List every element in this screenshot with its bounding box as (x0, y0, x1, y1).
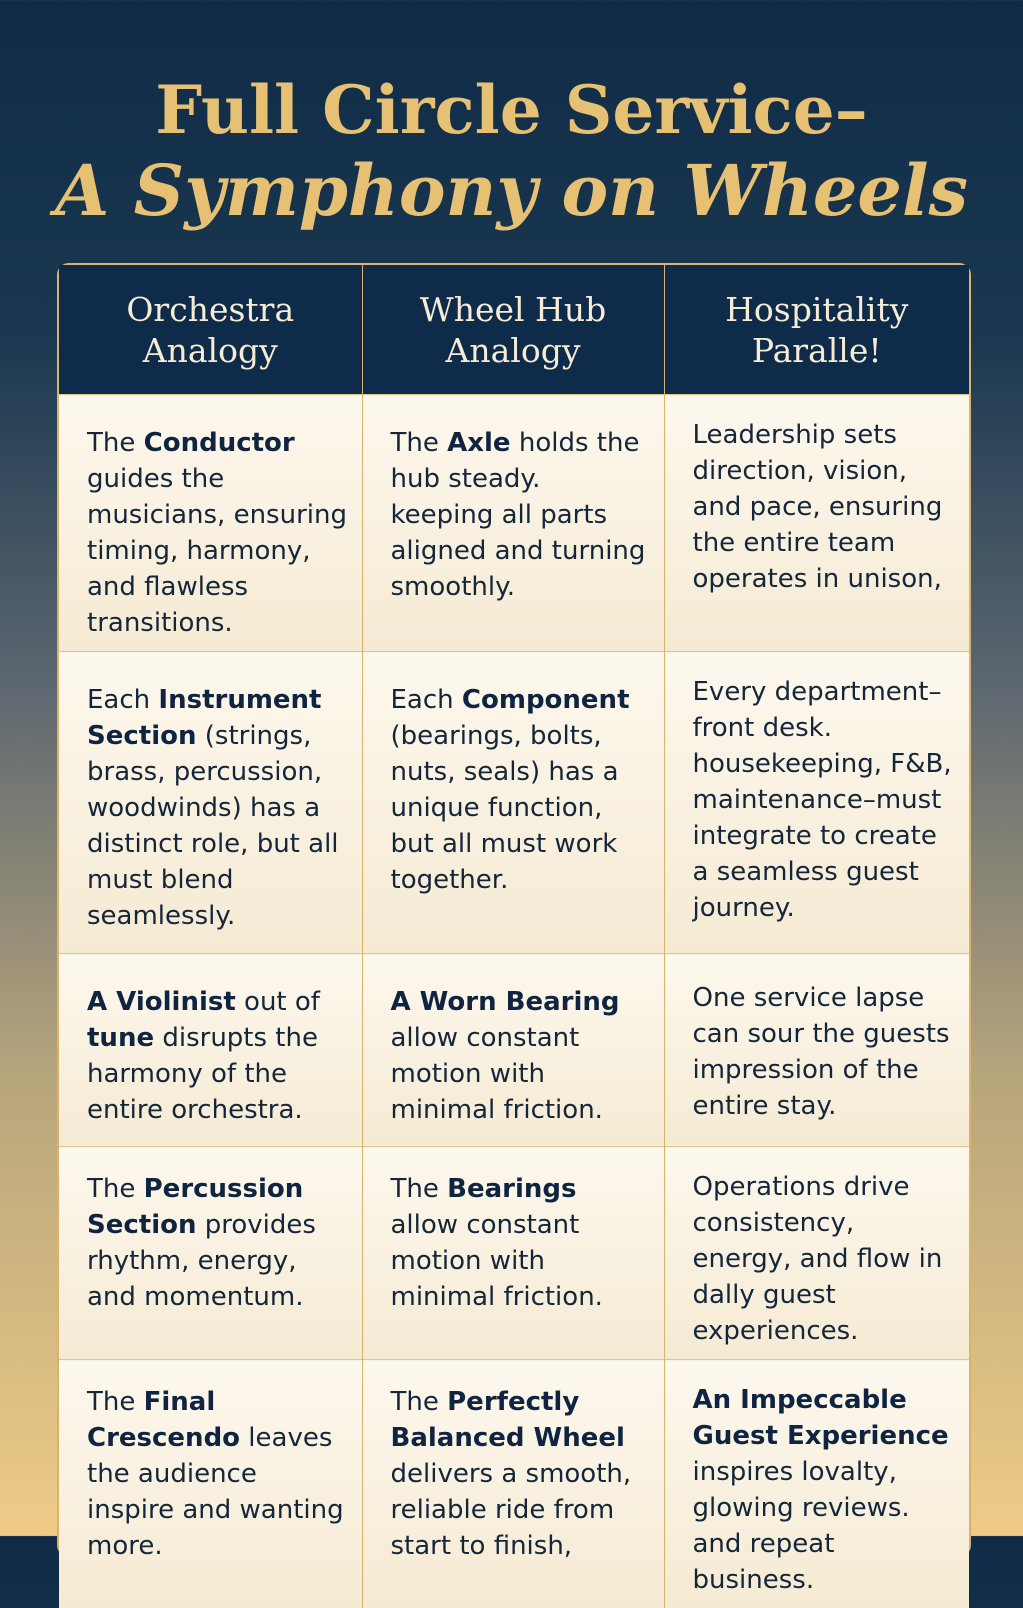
table-cell: The Axle holds the hub steady. keeping all parts aligned and turning smoothly. (362, 395, 664, 652)
table-cell: A Violinist out of tune disrupts the harmony of the entire orchestra. (59, 954, 362, 1147)
table-row (59, 1360, 969, 1608)
table-row (59, 1147, 969, 1360)
table-cell: A Worn Bearing allow constant motion with minimal friction. (362, 954, 664, 1147)
table-row (59, 652, 969, 954)
table-cell: Every department–front desk. housekeeping, F&B, maintenance–must integrate to create a seamless guest journey. (664, 652, 969, 954)
title-line-1: Full Circle Service– (0, 71, 1023, 149)
table-header-row (59, 265, 969, 395)
comparison-table (57, 263, 971, 1557)
table-cell: Leadership sets direction, vision, and pace, ensuring the entire team operates in unison, (664, 395, 969, 652)
table-row (59, 954, 969, 1147)
table-cell: The Bearings allow constant motion with minimal friction. (362, 1147, 664, 1360)
page-title (0, 71, 1023, 233)
header-orchestra: Orchestra Analogy (59, 265, 362, 395)
table-cell: One service lapse can sour the guests impression of the entire stay. (664, 954, 969, 1147)
table-cell: The Perfectly Balanced Wheel delivers a smooth, reliable ride from start to finish, (362, 1360, 664, 1608)
table-row (59, 395, 969, 652)
header-hospitality: Hospitality Paralle! (664, 265, 969, 395)
table-cell: Each Instrument Section (strings, brass, percussion, woodwinds) has a distinct role, but all must blend seamlessly. (59, 652, 362, 954)
title-line-2: A Symphony on Wheels (0, 149, 1023, 233)
table-cell: The Final Crescendo leaves the audience inspire and wanting more. (59, 1360, 362, 1608)
table-cell: Each Component (bearings, bolts, nuts, seals) has a unique function, but all must work together. (362, 652, 664, 954)
table-cell: The Percussion Section provides rhythm, energy, and momentum. (59, 1147, 362, 1360)
table-cell: Operations drive consistency, energy, and flow in dally guest experiences. (664, 1147, 969, 1360)
header-wheel-hub: Wheel Hub Analogy (362, 265, 664, 395)
table-cell: An Impeccable Guest Experience inspires lovalty, glowing reviews. and repeat business. (664, 1360, 969, 1608)
table-cell: The Conductor guides the musicians, ensuring timing, harmony, and flawless transitions. (59, 395, 362, 652)
